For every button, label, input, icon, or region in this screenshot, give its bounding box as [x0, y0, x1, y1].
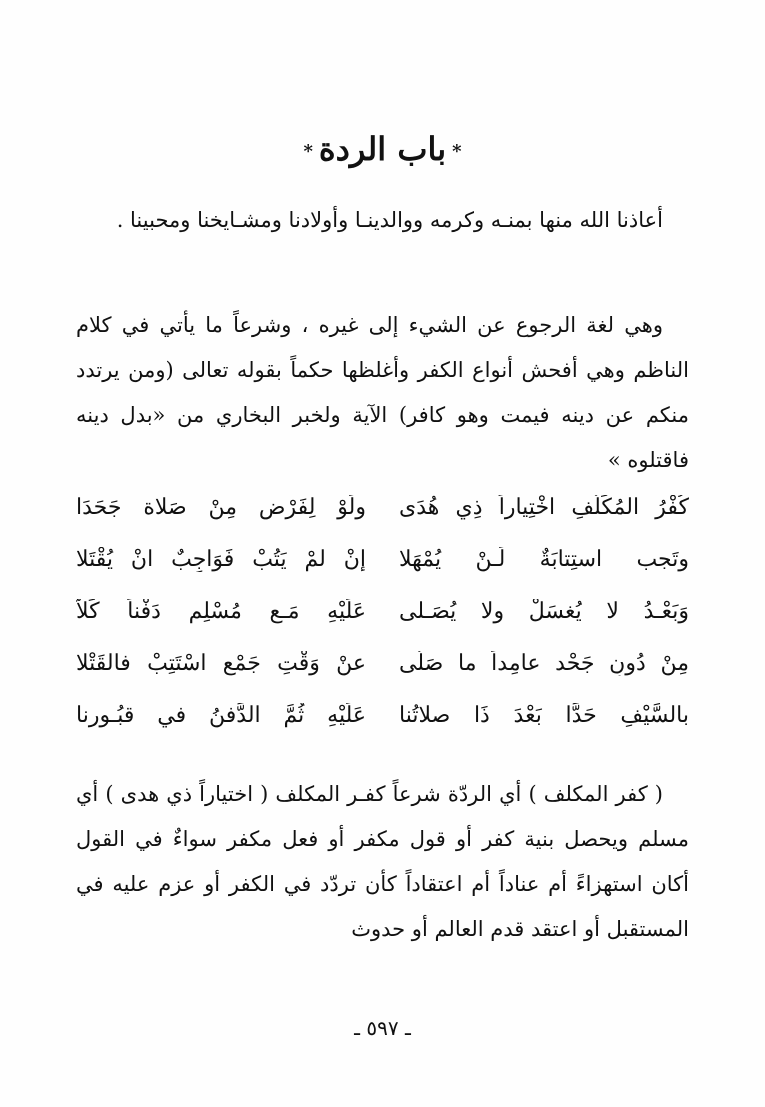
verse-second-hemistich: إنْ لمْ يَتُبْ فَوَاجِبٌ انْ يُقْتَلا	[76, 547, 366, 572]
verse-first-hemistich: كُفْرُ المُكَلَّفِ اخْتِياراً ذِي هُدَى	[399, 495, 689, 520]
verse-first-hemistich: وَبَعْـدُ لا يُغسَلْ ولا يُصَـلى	[399, 599, 689, 624]
chapter-title: باب الردة	[318, 130, 447, 168]
paragraph-text: ( كفر المكلف ) أي الردّة شرعاً كفـر المكلف ( اختياراً ذي هدى ) أي مسلم ويحصل بنية كفر أو قول مكفر أو فعل مكفر سواءٌ في القول أكان استهزاءً أم عناداً أم اعتقاداً كأن تردّد في الكفر أو عزم عليه في المستقبل أو اعتقد قدم العالم أو حدوث	[76, 782, 689, 941]
verse-second-hemistich: عَلَيْهِ ثُمَّ الدَّفنُ في قبُـورنا	[76, 703, 366, 728]
page-number: ـ ٥٩٧ ـ	[354, 1016, 411, 1040]
definition-paragraph	[76, 303, 689, 483]
verse-row	[76, 599, 689, 651]
opening-paragraph	[76, 198, 689, 243]
verse-first-hemistich: مِنْ دُونِ جَحْد عامِداً ما صَلَّى	[399, 651, 689, 676]
commentary-paragraph	[76, 772, 689, 952]
verse-first-hemistich: بالسَّيْفِ حَدًّا بَعْدَ ذَا صلاتُنا	[399, 703, 689, 728]
paragraph-text: أعاذنا الله منها بمنـه وكرمه ووالدينـا وأولادنا ومشـايخنا ومحبينا .	[116, 208, 663, 232]
verse-first-hemistich: وتَجب استِتابَةٌ لَـنْ يُمْهَلا	[399, 547, 689, 572]
verse-row	[76, 651, 689, 703]
verse-row	[76, 703, 689, 755]
heading-star-left: *	[303, 141, 313, 162]
verse-row	[76, 495, 689, 547]
verse-row	[76, 547, 689, 599]
verse-second-hemistich: عَلَيْهِ مَـع مُسْلِم دَفْناً كَلاَّ	[76, 599, 366, 624]
heading-star-right: *	[452, 141, 462, 162]
poem-verses	[76, 495, 689, 755]
chapter-heading	[0, 130, 765, 168]
verse-second-hemistich: عنْ وَقْتِ جَمْع اسْتَتِبْ فالقَتْلا	[76, 651, 366, 676]
paragraph-text: وهي لغة الرجوع عن الشيء إلى غيره ، وشرعاً ما يأتي في كلام الناظم وهي أفحش أنواع الكفر وأغلظها حكماً بقوله تعالى (ومن يرتدد منكم عن دينه فيمت وهو كافر) الآية ولخبر البخاري من «بدل دينه فاقتلوه »	[76, 313, 689, 472]
verse-second-hemistich: ولَوْ لِفَرْضٍ مِنْ صَلاة جَحَدَا	[76, 495, 366, 520]
